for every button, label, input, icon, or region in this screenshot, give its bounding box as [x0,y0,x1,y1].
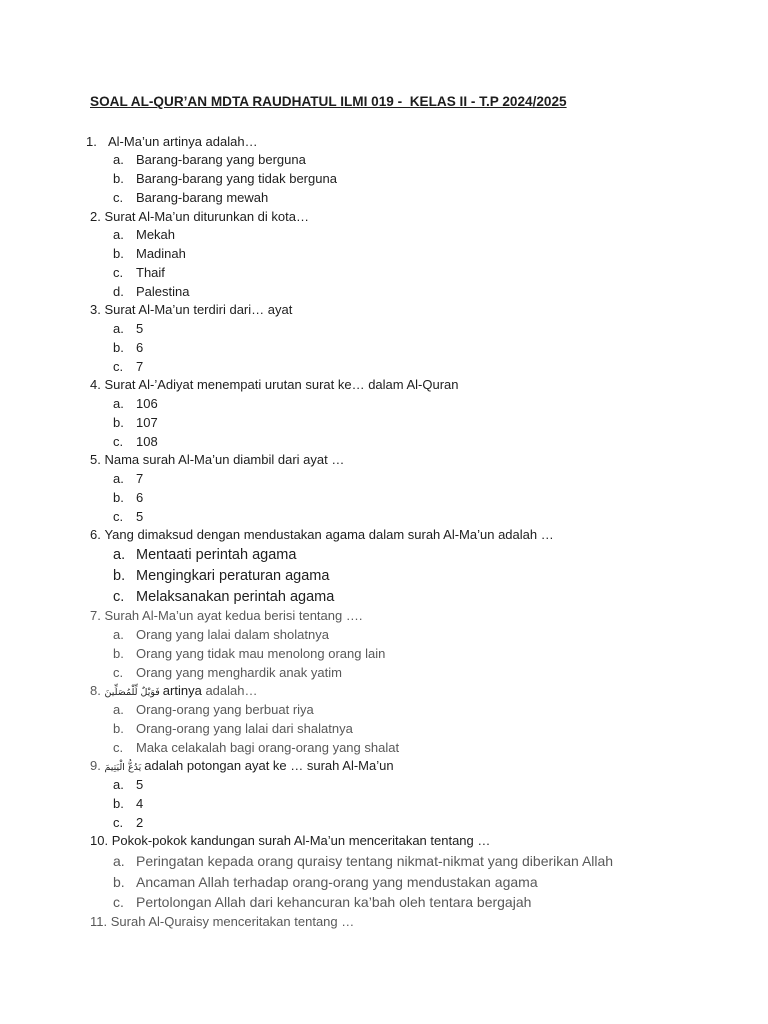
question-7-option-c [0,664,768,683]
question-3-option-c [0,358,768,377]
option-text: Ancaman Allah terhadap orang-orang yang mendustakan agama [136,873,538,890]
question-6-option-c [0,587,768,608]
option-text: 5 [136,321,144,337]
option-text: Barang-barang yang tidak berguna [136,171,337,187]
option-text: Mentaati perintah agama [136,547,297,564]
question-text: Al-Ma’un artinya adalah… [108,133,258,149]
question-1-option-c [0,189,768,208]
option-letter: c. [113,264,124,280]
question-text: Surat Al-Ma’un diturunkan di kota… [104,208,309,224]
question-number: 7. [90,608,101,624]
question-4 [0,376,768,395]
option-letter: c. [113,894,124,911]
option-letter: b. [113,414,124,430]
question-2 [0,208,768,227]
option-letter: c. [113,588,125,605]
option-letter: a. [113,702,124,718]
option-text: Barang-barang mewah [136,189,269,205]
option-text: 2 [136,814,144,830]
option-letter: c. [113,189,124,205]
question-number: 2. [90,208,101,224]
question-9-option-a [0,776,768,795]
option-text: Madinah [136,246,186,262]
option-letter: c. [113,664,124,680]
option-letter: d. [113,283,124,299]
option-text: 6 [136,339,144,355]
option-text: 5 [136,777,144,793]
question-10 [0,832,768,851]
question-1-option-b [0,170,768,189]
question-10-option-b [0,872,768,893]
question-8 [0,682,768,701]
option-text: Mekah [136,227,176,243]
option-letter: b. [113,645,124,661]
question-number: 10. [90,833,109,849]
question-5-option-b [0,489,768,508]
question-9 [0,757,768,776]
option-text: Orang yang menghardik anak yatim [136,664,342,680]
question-number: 9. [90,758,101,774]
question-9-option-b [0,795,768,814]
option-letter: b. [113,567,126,584]
question-text: adalah potongan ayat ke … surah Al-Ma’un [144,758,394,774]
option-letter: a. [113,227,124,243]
question-list [0,133,768,932]
option-letter: b. [113,246,124,262]
question-text-tail: adalah… [205,683,258,699]
question-5 [0,451,768,470]
question-2-option-a [0,226,768,245]
question-text: Surat Al-Ma’un terdiri dari… ayat [104,302,293,318]
option-letter: c. [113,508,124,524]
option-letter: b. [113,873,125,890]
option-letter: b. [113,171,124,187]
option-text: Pertolongan Allah dari kehancuran ka’bah oleh tentara bergajah [136,894,532,911]
question-6 [0,526,768,545]
option-text: 7 [136,471,144,487]
question-4-option-c [0,433,768,452]
option-text: 6 [136,489,144,505]
option-letter: a. [113,547,126,564]
question-1 [0,133,768,152]
question-2-option-c [0,264,768,283]
question-10-option-c [0,892,768,913]
question-3-option-a [0,320,768,339]
option-text: 108 [136,433,158,449]
question-number: 6. [90,527,101,543]
question-7 [0,607,768,626]
question-text: artinya [162,683,202,699]
option-letter: a. [113,471,124,487]
option-letter: a. [113,853,125,870]
question-5-option-c [0,508,768,527]
question-2-option-b [0,245,768,264]
question-11 [0,913,768,932]
question-3-option-b [0,339,768,358]
option-text: Thaif [136,264,165,280]
option-letter: a. [113,321,124,337]
option-text: Peringatan kepada orang quraisy tentang nikmat-nikmat yang diberikan Allah [136,853,614,870]
question-7-option-b [0,645,768,664]
question-text: Surah Al-Quraisy menceritakan tentang … [110,913,355,929]
option-letter: b. [113,489,124,505]
question-number: 4. [90,377,101,393]
option-text: 107 [136,414,158,430]
question-text: Surat Al-’Adiyat menempati urutan surat ke… dalam Al-Quran [104,377,459,393]
option-letter: a. [113,627,124,643]
option-letter: b. [113,339,124,355]
question-6-option-a [0,545,768,566]
option-text: Maka celakalah bagi orang-orang yang shalat [136,739,400,755]
question-text: Surah Al-Ma’un ayat kedua berisi tentang …. [104,608,363,624]
question-8-option-b [0,720,768,739]
option-text: 7 [136,358,144,374]
option-text: Melaksanakan perintah agama [136,588,335,605]
question-8-option-c [0,739,768,758]
question-8-option-a [0,701,768,720]
option-text: Orang-orang yang berbuat riya [136,702,314,718]
question-number: 8. [90,683,101,699]
option-text: 106 [136,396,158,412]
question-text: Nama surah Al-Ma’un diambil dari ayat … [104,452,345,468]
option-letter: b. [113,720,124,736]
question-number: 3. [90,302,101,318]
option-letter: a. [113,396,124,412]
question-number: 1. [86,133,97,149]
question-5-option-a [0,470,768,489]
question-4-option-b [0,414,768,433]
question-7-option-a [0,626,768,645]
question-3 [0,301,768,320]
option-letter: a. [113,777,124,793]
option-letter: a. [113,152,124,168]
option-letter: b. [113,795,124,811]
option-text: Mengingkari peraturan agama [136,567,330,584]
question-10-option-a [0,851,768,872]
option-letter: c. [113,358,124,374]
option-text: Orang-orang yang lalai dari shalatnya [136,720,353,736]
option-text: 5 [136,508,144,524]
option-letter: c. [113,814,124,830]
option-text: Orang yang tidak mau menolong orang lain [136,645,386,661]
arabic-verse: فَوَيْلٌ لِّلْمُصَلِّينَ [104,687,160,699]
question-1-option-a [0,151,768,170]
document-title: SOAL AL-QUR’AN MDTA RAUDHATUL ILMI 019 - KELAS II - T.P 2024/2025 [90,94,567,109]
option-letter: c. [113,739,124,755]
question-4-option-a [0,395,768,414]
question-text: Pokok-pokok kandungan surah Al-Ma’un menceritakan tentang … [111,833,491,849]
question-number: 11. [90,913,108,929]
question-2-option-d [0,283,768,302]
question-6-option-b [0,566,768,587]
option-text: Orang yang lalai dalam sholatnya [136,627,329,643]
option-letter: c. [113,433,124,449]
question-text: Yang dimaksud dengan mendustakan agama dalam surah Al-Ma’un adalah … [104,527,554,543]
question-number: 5. [90,452,101,468]
question-9-option-c [0,814,768,833]
arabic-verse: يَدُعُّ الْيَتِيمَ [104,762,142,774]
option-text: Barang-barang yang berguna [136,152,306,168]
option-text: Palestina [136,283,190,299]
option-text: 4 [136,795,144,811]
